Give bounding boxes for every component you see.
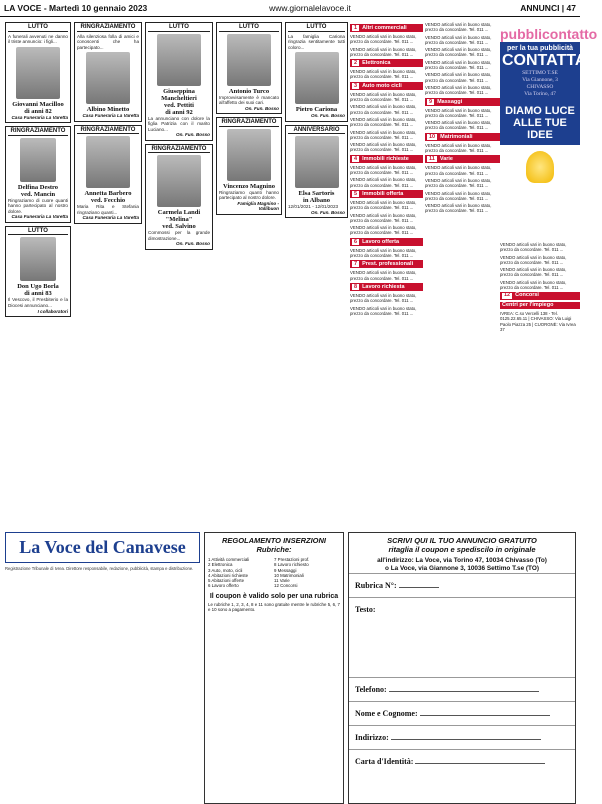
obit-title: LUTTO <box>219 25 279 32</box>
obit-card <box>74 125 142 224</box>
obit-text: Il Vescovo, il Presbiterio e la Diocesi annunciano... <box>8 297 68 309</box>
obit-title: ANNIVERSARIO <box>288 128 345 135</box>
obits-col-2 <box>74 22 142 528</box>
obit-photo <box>86 52 130 104</box>
obit-sig: Famiglia Magnino - Vallibuon <box>237 200 279 212</box>
obit-card <box>5 22 71 123</box>
obit-text: La annunciano con dolore la figlia Patrizia con il marito Luciano... <box>148 115 210 132</box>
phone-field[interactable]: Telefono: <box>349 677 575 701</box>
category-header: 6 Lavoro offerta <box>350 238 423 246</box>
obit-name: Carmela Landi "Melina" ved. Salvino <box>157 209 201 231</box>
coupon-note: Il coupon è valido solo per una rubrica <box>209 592 339 600</box>
obit-name: Antonio Turco <box>228 87 270 95</box>
obit-title: LUTTO <box>148 25 210 32</box>
classifieds-col-2: VENDO articoli vari in buono stato, prezzo da concordare. Tel. 011 ... VENDO articoli vari in buono stato, prezzo da concordare. Tel. 011 ... VENDO articoli vari in buono stato, prezzo da concordare. Tel. 011 ... VENDO articoli vari in buono stato, prezzo da concordare. Tel. 011 ... VENDO articoli vari in buono stato, prezzo da concordare. Tel. 011 ... VENDO articoli vari in buono stato, prezzo da concordare. Tel. 011 ... 9 Massaggi VENDO articoli vari in buono stato, prezzo da concordare. Tel. 011 ... VENDO articoli vari in buono stato, prezzo da concordare. Tel. 011 ... 10 Matrimoniali VENDO articoli vari in buono stato, prezzo da concordare. Tel. 011 ... 11 Varie VENDO articoli vari in buono stato, prezzo da concordare. Tel. 011 ... VENDO articoli vari in buono stato, prezzo da concordare. Tel. 011 ... VENDO articoli vari in buono stato, prezzo da concordare. Tel. 011 ... VENDO articoli vari in buono stato, prezzo da concordare. Tel. 011 ... <box>425 22 500 528</box>
obit-photo <box>86 136 130 188</box>
obit-title: LUTTO <box>8 25 68 32</box>
obit-card <box>285 22 348 122</box>
obit-sig: On. Fun. Bosso <box>245 105 279 111</box>
obit-title: LUTTO <box>8 229 68 236</box>
obit-title: RINGRAZIAMENTO <box>8 129 68 136</box>
name-field[interactable]: Nome e Cognome: <box>349 701 575 725</box>
category-header: 5 Immobili offerta <box>350 190 423 198</box>
category-header: 2 Elettronica <box>350 59 423 67</box>
obit-sig: Casa Funeraria La Varetta <box>82 113 139 119</box>
category-header: 11 Varie <box>425 155 500 163</box>
obit-text: Improvvisamente è mancato all'affetto dei suoi cari. <box>219 94 279 106</box>
category-header: 4 Immobili richieste <box>350 155 423 163</box>
obit-photo <box>227 34 271 86</box>
rules-title: REGOLAMENTO INSERZIONI Rubriche: <box>221 536 327 554</box>
obit-photo <box>157 34 201 86</box>
obit-sig: On. Fun. Bosso <box>311 209 345 215</box>
centri-header: Centri per l'impiego <box>500 302 580 309</box>
obit-name: Albino Minetto <box>86 106 130 114</box>
category-header: 3 Auto moto cicli <box>350 82 423 90</box>
obit-card <box>5 126 71 223</box>
obit-photo <box>295 52 339 104</box>
obit-name: Annetta Barbero ved. Fecchio <box>84 190 132 205</box>
obit-text: Maria Rita e Stefania ringraziano quanti... <box>77 204 139 215</box>
header-left: LA VOCE - Martedì 10 gennaio 2023 <box>4 3 148 13</box>
header-site[interactable]: www.giornalelavoce.it <box>269 3 351 13</box>
obit-sig: Casa Funeraria La Varetta <box>11 214 68 220</box>
obit-photo <box>227 129 271 181</box>
obit-text: La famiglia Cariona ringrazia sentitamente tutti coloro... <box>288 33 345 50</box>
masthead-text: Registrazione Tribunale di Ivrea. Direttore responsabile, redazione, pubblicità, stampa e distribuzione. <box>5 566 194 571</box>
ad-text: VENDO articoli vari in buono stato, prezzo da concordare. Tel. 011 ... <box>350 34 417 45</box>
rubrics-list: 1 Attività commerciali 7 Prestazioni prof. 2 Elettronica 8 Lavoro richiesto 3 Auto, moto, cicli 9 Messaggi 4 Abitazioni richieste 10 Matrimoniali 5 Abitazioni offerte 11 Varie 6 Lavoro offerto 12 Concorsi <box>208 557 310 589</box>
obit-title: RINGRAZIAMENTO <box>77 25 139 32</box>
coupon-address: all'indirizzo: La Voce, via Torino 47, 10034 Chivasso (To) o La Voce, via Giannone 3, 10036 Settimo T.se (TO) <box>377 557 547 572</box>
obit-card <box>216 22 282 114</box>
obit-name: Don Ugo Borla di anni 83 <box>17 283 59 298</box>
promo-box <box>500 22 602 240</box>
obits-col-3 <box>145 22 213 528</box>
obit-title: LUTTO <box>288 25 345 32</box>
category-header: 12 Concorsi <box>500 292 580 299</box>
obit-text: 12/01/2021 - 12/01/2023 <box>288 204 339 210</box>
classifieds-col-3: VENDO articoli vari in buono stato, prezzo da concordare. Tel. 011 ... VENDO articoli vari in buono stato, prezzo da concordare. Tel. 011 ... VENDO articoli vari in buono stato, prezzo da concordare. Tel. 011 ... VENDO articoli vari in buono stato, prezzo da concordare. Tel. 011 ... 12 Concorsi Centri per l'impiego IVREA: C.so Vercelli 138 - Tel. 0125.22.65.11 | CHIVASSO: Via Luigi Paolo Piazza 25 | CUORGNÈ: Via Ivrea 37 <box>500 242 580 334</box>
obit-sig: On. Fun. Bosso <box>311 113 345 119</box>
obit-name: Pietro Cariona <box>295 106 338 114</box>
coupon-form <box>348 532 576 804</box>
obit-name: Giuseppina Mancheltieri ved. Pettiti di anni 92 <box>161 87 197 116</box>
obits-col-5 <box>285 22 348 528</box>
obit-title: RINGRAZIAMENTO <box>219 120 279 127</box>
obit-text: A funerali avvenuti ne danno il triste annuncio: i figli... <box>8 33 68 45</box>
obit-sig: I collaboratori <box>37 308 68 314</box>
obit-card <box>216 117 282 215</box>
obit-photo <box>20 138 56 182</box>
obits-col-1 <box>5 22 71 528</box>
masthead-title: La Voce del Canavese <box>5 532 200 563</box>
obit-card <box>5 226 71 317</box>
obit-text: Alla silenziosa folla di amici e conoscenti che ha partecipato... <box>77 33 139 50</box>
obit-photo <box>295 136 339 188</box>
obit-card <box>145 22 213 141</box>
rules-text: Le rubriche 1, 2, 3, 4, 8 e 11 sono gratuite mentre le rubriche 5, 6, 7 e 10 sono a pagamento. <box>208 601 340 613</box>
obit-title: RINGRAZIAMENTO <box>77 128 139 135</box>
obit-photo <box>20 237 56 281</box>
masthead-box <box>5 532 200 804</box>
obit-title: RINGRAZIAMENTO <box>148 147 210 154</box>
category-header: 8 Lavoro richiesta <box>350 283 423 291</box>
rules-box <box>204 532 344 804</box>
page-header <box>0 0 580 17</box>
obit-sig: On. Fun. Bosso <box>176 132 210 138</box>
obit-card <box>285 125 348 219</box>
obit-photo <box>16 47 60 99</box>
category-header: 7 Prest. professionali <box>350 260 423 268</box>
obit-name: Elsa Sartoris in Albano <box>298 190 335 205</box>
obit-card <box>145 144 213 250</box>
obits-col-4 <box>216 22 282 528</box>
address-field[interactable]: Indirizzo: <box>349 725 575 749</box>
classifieds-col-1: 1 Altri commerciali VENDO articoli vari in buono stato, prezzo da concordare. Tel. 011 ... VENDO articoli vari in buono stato, prezzo da concordare. Tel. 011 ... 2 Elettronica VENDO articoli vari in buono stato, prezzo da concordare. Tel. 011 ... 3 Auto moto cicli VENDO articoli vari in buono stato, prezzo da concordare. Tel. 011 ... VENDO articoli vari in buono stato, prezzo da concordare. Tel. 011 ... VENDO articoli vari in buono stato, prezzo da concordare. Tel. 011 ... VENDO articoli vari in buono stato, prezzo da concordare. Tel. 011 ... VENDO articoli vari in buono stato, prezzo da concordare. Tel. 011 ... 4 Immobili richieste VENDO articoli vari in buono stato, prezzo da concordare. Tel. 011 ... VENDO articoli vari in buono stato, prezzo da concordare. Tel. 011 ... 5 Immobili offerta VENDO articoli vari in buono stato, prezzo da concordare. Tel. 011 ... VENDO articoli vari in buono stato, prezzo da concordare. Tel. 011 ... VENDO articoli vari in buono stato, prezzo da concordare. Tel. 011 ... 6 Lavoro offerta VENDO articoli vari in buono stato, prezzo da concordare. Tel. 011 ... 7 Prest. professionali VENDO articoli vari in buono stato, prezzo da concordare. Tel. 011 ... 8 Lavoro richiesta VENDO articoli vari in buono stato, prezzo da concordare. Tel. 011 ... VENDO articoli vari in buono stato, prezzo da concordare. Tel. 011 ... <box>350 22 423 528</box>
obit-sig: Casa Funeraria La Varetta <box>82 215 139 221</box>
id-card-field[interactable]: Carta d'Identità: <box>349 749 575 773</box>
obit-name: Delfina Destro ved. Mancin <box>17 183 59 198</box>
obit-text: Ringraziamo quanti hanno partecipato al nostro dolore. <box>219 189 279 201</box>
obit-card <box>74 22 142 122</box>
promo-contact: per la tua pubblicità CONTATTACI SETTIMO T.SE Via Giannone, 3 CHIVASSO Via Torino, 47 <box>500 42 580 101</box>
obit-sig: On. Fun. Bosso <box>176 241 210 247</box>
lightbulb-icon <box>526 151 554 183</box>
obit-name: Vincenzo Magnino <box>223 182 275 190</box>
obit-text: Commossi per la grande dimostrazione... <box>148 230 210 241</box>
rubrica-field[interactable]: Rubrica N°: <box>349 573 575 597</box>
header-right: ANNUNCI | 47 <box>520 3 576 13</box>
obit-sig: Casa Funeraria La Varetta <box>11 114 68 120</box>
category-header: 10 Matrimoniali <box>425 133 500 141</box>
promo-tagline: DIAMO LUCE ALLE TUE IDEE <box>500 101 580 145</box>
coupon-title: SCRIVI QUI IL TUO ANNUNCIO GRATUITO ritaglia il coupon e spediscilo in originale <box>349 533 575 557</box>
obit-photo <box>157 155 201 207</box>
promo-brand: pubblicontatto <box>500 26 598 42</box>
category-header: 1 Altri commerciali <box>350 24 423 32</box>
centri-text: IVREA: C.so Vercelli 138 - Tel. 0125.22.65.11 | CHIVASSO: Via Luigi Paolo Piazza 25 | CUORGNÈ: Via Ivrea 37 <box>500 311 576 333</box>
testo-field[interactable]: Testo: <box>349 597 575 677</box>
obit-name: Giovanni Macilloo di anni 82 <box>12 100 64 115</box>
obit-text: Ringraziamo di cuore quanti hanno partecipato al nostro dolore. <box>8 197 68 214</box>
category-header: 9 Massaggi <box>425 98 500 106</box>
